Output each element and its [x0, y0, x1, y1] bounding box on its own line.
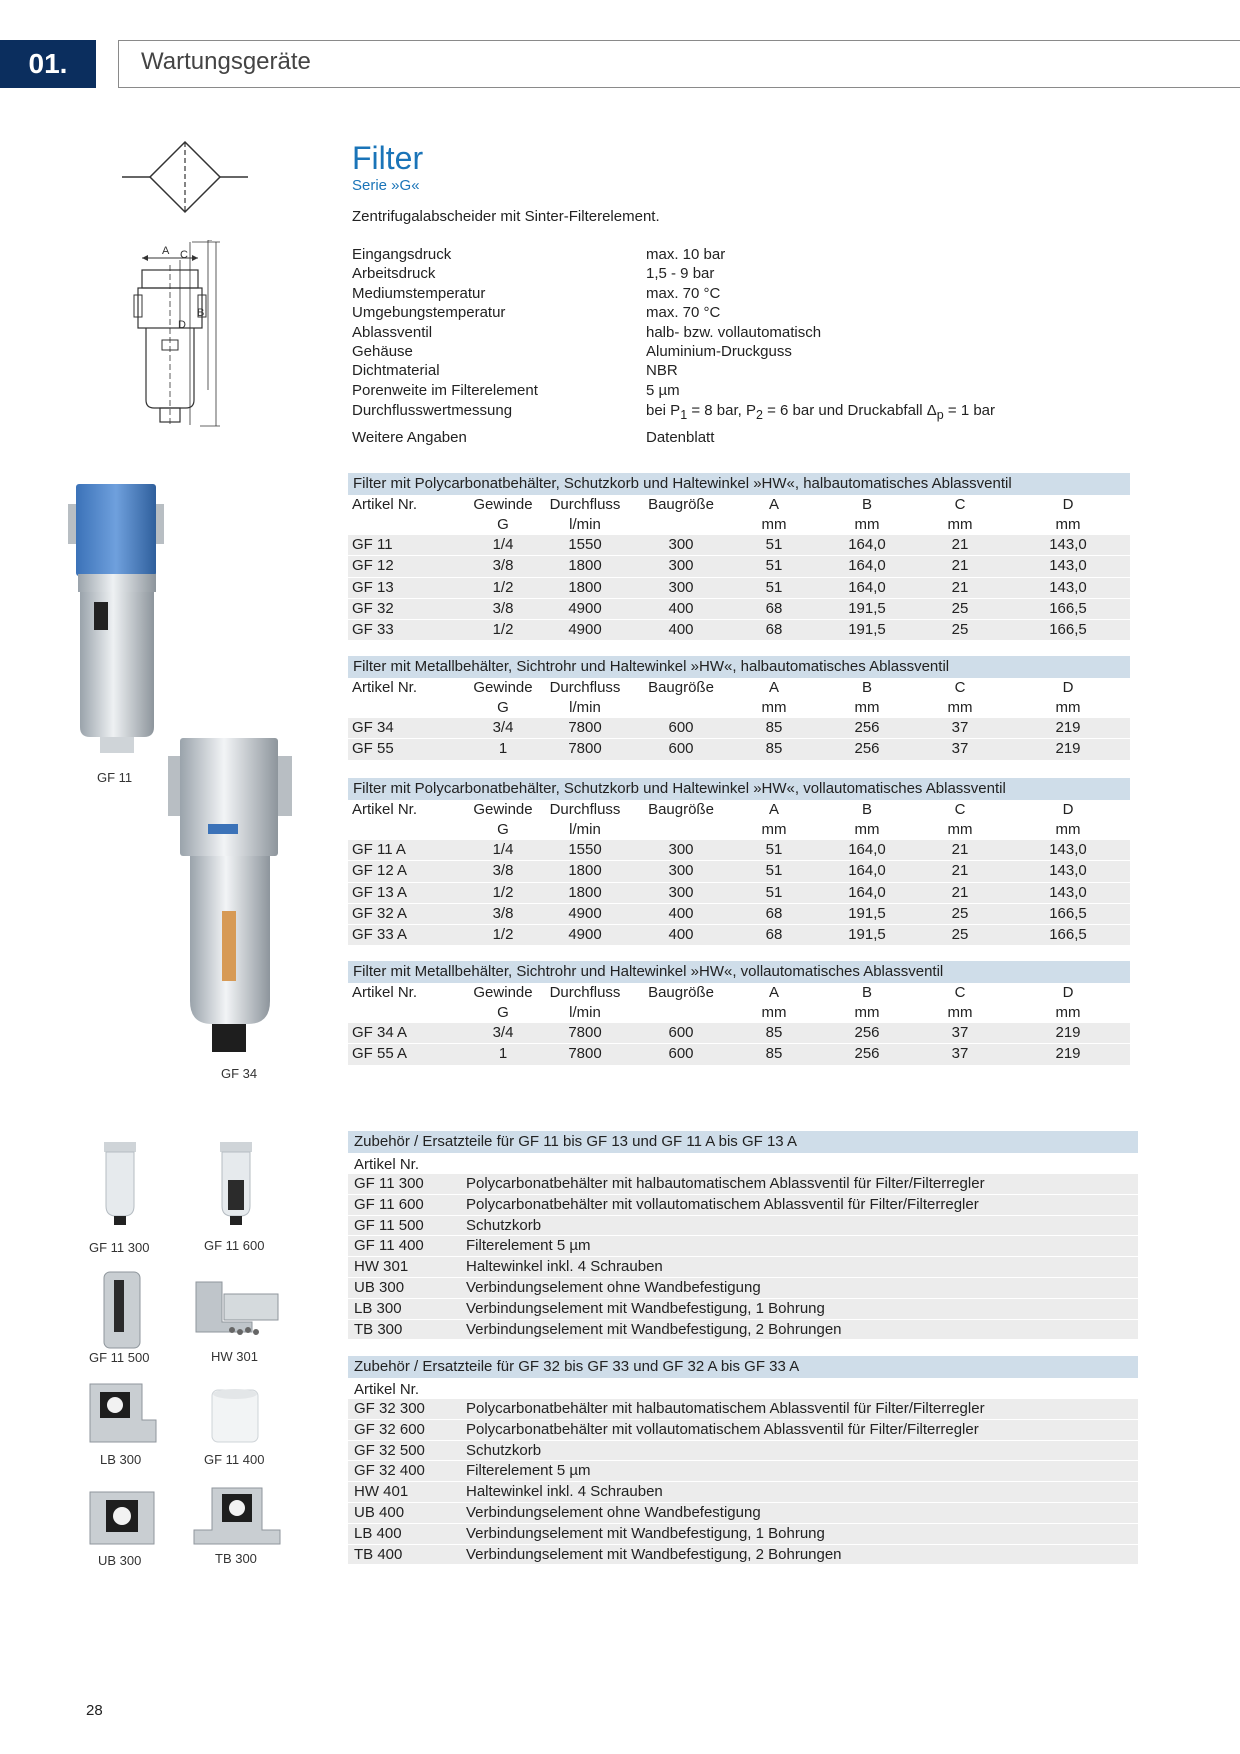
- accessories-title: Zubehör / Ersatzteile für GF 11 bis GF 13 und GF 11 A bis GF 13 A: [348, 1131, 1138, 1153]
- lb300-image: [86, 1380, 158, 1444]
- dim-label-d: D: [178, 319, 186, 331]
- gf11-500-image: [100, 1270, 144, 1350]
- spec-label: Porenweite im Filterelement: [352, 381, 538, 399]
- table-row: GF 11 A 1/4 1550 300 51 164,0 21 143,0: [348, 840, 1130, 861]
- list-item: GF 32 500 Schutzkorb: [348, 1441, 1138, 1462]
- section-table: [348, 800, 1130, 946]
- table-row: GF 32 3/8 4900 400 68 191,5 25 166,5: [348, 598, 1130, 619]
- list-item: UB 400 Verbindungselement ohne Wandbefestigung: [348, 1503, 1138, 1524]
- accessories-title: Zubehör / Ersatzteile für GF 32 bis GF 33 und GF 32 A bis GF 33 A: [348, 1356, 1138, 1378]
- table-row: GF 33 A 1/2 4900 400 68 191,5 25 166,5: [348, 925, 1130, 946]
- dim-label-a: A: [162, 245, 170, 257]
- product-series: Serie »G«: [352, 177, 420, 194]
- caption-gf11-300: GF 11 300: [89, 1240, 150, 1255]
- table-header-row: Artikel Nr. Gewinde Durchfluss Baugröße A B C D: [352, 496, 1074, 513]
- accessories-col-label: Artikel Nr.: [354, 1156, 420, 1173]
- caption-tb300: TB 300: [215, 1551, 257, 1566]
- section-title: Filter mit Polycarbonatbehälter, Schutzkorb und Haltewinkel »HW«, halbautomatisches Ablassventil: [348, 473, 1130, 495]
- spec-row: [352, 284, 995, 303]
- chapter-title: Wartungsgeräte: [141, 48, 311, 75]
- section-title: Filter mit Polycarbonatbehälter, Schutzkorb und Haltewinkel »HW«, vollautomatisches Ablassventil: [348, 778, 1130, 800]
- list-item: TB 300 Verbindungselement mit Wandbefestigung, 2 Bohrungen: [348, 1320, 1138, 1341]
- table-row: GF 12 A 3/8 1800 300 51 164,0 21 143,0: [348, 861, 1130, 882]
- table-row: GF 34 A 3/4 7800 600 85 256 37 219: [348, 1023, 1130, 1044]
- section-title: Filter mit Metallbehälter, Sichtrohr und Haltewinkel »HW«, vollautomatisches Ablassventil: [348, 961, 1130, 983]
- accessories-col-label: Artikel Nr.: [354, 1381, 420, 1398]
- chapter-number: 01.: [0, 40, 96, 88]
- section-1: [348, 473, 1130, 641]
- list-item: LB 400 Verbindungselement mit Wandbefestigung, 1 Bohrung: [348, 1524, 1138, 1545]
- gf11-600-image: [216, 1140, 256, 1226]
- caption-gf11: GF 11: [97, 770, 133, 785]
- list-item: LB 300 Verbindungselement mit Wandbefestigung, 1 Bohrung: [348, 1299, 1138, 1320]
- page-number: 28: [86, 1702, 103, 1719]
- table-row: GF 55 1 7800 600 85 256 37 219: [348, 739, 1130, 760]
- spec-label: Ablassventil: [352, 323, 433, 341]
- spec-value: max. 70 °C: [646, 284, 721, 302]
- hw301-image: [192, 1276, 284, 1340]
- table-header-row: Artikel Nr. Gewinde Durchfluss Baugröße A B C D: [352, 984, 1074, 1001]
- section-table: [348, 495, 1130, 641]
- caption-gf11-400: GF 11 400: [204, 1452, 265, 1467]
- table-row: GF 55 A 1 7800 600 85 256 37 219: [348, 1044, 1130, 1065]
- list-item: HW 301 Haltewinkel inkl. 4 Schrauben: [348, 1257, 1138, 1278]
- ub300-image: [86, 1488, 158, 1548]
- caption-gf34: GF 34: [221, 1066, 258, 1081]
- section-2: [348, 656, 1130, 761]
- section-4: [348, 961, 1130, 1066]
- table-row: GF 34 3/4 7800 600 85 256 37 219: [348, 718, 1130, 739]
- list-item: GF 32 600 Polycarbonatbehälter mit vollautomatischem Ablassventil für Filter/Filterregler: [348, 1420, 1138, 1441]
- tb300-image: [192, 1484, 282, 1546]
- list-item: GF 11 500 Schutzkorb: [348, 1216, 1138, 1237]
- spec-value: Datenblatt: [646, 429, 715, 447]
- table-header-units: G l/min mm mm mm mm: [497, 1004, 1081, 1021]
- dimension-drawing: [120, 240, 250, 445]
- caption-gf11-600: GF 11 600: [204, 1238, 265, 1253]
- product-title: Filter: [352, 140, 424, 176]
- dim-label-b: B: [197, 307, 205, 319]
- spec-label: Gehäuse: [352, 343, 413, 361]
- spec-label: Arbeitsdruck: [352, 265, 436, 283]
- table-row: GF 32 A 3/8 4900 400 68 191,5 25 166,5: [348, 903, 1130, 924]
- spec-row: [352, 264, 995, 283]
- table-row: GF 12 3/8 1800 300 51 164,0 21 143,0: [348, 556, 1130, 577]
- spec-row: [352, 400, 995, 426]
- spec-label: Eingangsdruck: [352, 246, 452, 263]
- spec-value: 5 µm: [646, 381, 680, 399]
- table-header-units: G l/min mm mm mm mm: [497, 821, 1081, 838]
- caption-lb300: LB 300: [100, 1452, 142, 1467]
- list-item: GF 11 300 Polycarbonatbehälter mit halbautomatischem Ablassventil für Filter/Filterregler: [348, 1174, 1138, 1195]
- spec-row: [352, 303, 995, 322]
- spec-list: [352, 245, 995, 448]
- caption-gf11-500: GF 11 500: [89, 1350, 150, 1365]
- section-table: [348, 678, 1130, 761]
- gf11-300-image: [100, 1140, 140, 1226]
- spec-value: max. 70 °C: [646, 304, 721, 322]
- list-item: GF 32 300 Polycarbonatbehälter mit halbautomatischem Ablassventil für Filter/Filterregler: [348, 1399, 1138, 1420]
- section-3: [348, 778, 1130, 946]
- spec-value: Aluminium-Druckguss: [646, 343, 792, 361]
- gf11-400-image: [208, 1386, 262, 1446]
- table-row: GF 13 1/2 1800 300 51 164,0 21 143,0: [348, 577, 1130, 598]
- spec-label: Durchflusswertmessung: [352, 402, 513, 420]
- caption-hw301: HW 301: [211, 1349, 258, 1364]
- table-row: GF 33 1/2 4900 400 68 191,5 25 166,5: [348, 620, 1130, 641]
- spec-row: [352, 342, 995, 361]
- spec-label: Umgebungstemperatur: [352, 304, 506, 322]
- table-header-units: G l/min mm mm mm mm: [497, 516, 1081, 533]
- table-header-row: Artikel Nr. Gewinde Durchfluss Baugröße A B C D: [352, 801, 1074, 818]
- spec-row: [352, 323, 995, 342]
- spec-value: halb- bzw. vollautomatisch: [646, 323, 822, 341]
- spec-row: [352, 245, 995, 264]
- gf34-product-image: [168, 736, 300, 1058]
- section-title: Filter mit Metallbehälter, Sichtrohr und Haltewinkel »HW«, halbautomatisches Ablassventil: [348, 656, 1130, 678]
- list-item: GF 32 400 Filterelement 5 µm: [348, 1461, 1138, 1482]
- table-header-row: Artikel Nr. Gewinde Durchfluss Baugröße A B C D: [352, 679, 1074, 696]
- table-row: GF 13 A 1/2 1800 300 51 164,0 21 143,0: [348, 882, 1130, 903]
- list-item: GF 11 600 Polycarbonatbehälter mit vollautomatischem Ablassventil für Filter/Filterregler: [348, 1195, 1138, 1216]
- list-item: HW 401 Haltewinkel inkl. 4 Schrauben: [348, 1482, 1138, 1503]
- spec-row: [352, 428, 995, 447]
- spec-value: 1,5 - 9 bar: [646, 265, 715, 283]
- spec-label: Mediumstemperatur: [352, 284, 486, 302]
- dim-label-c: C: [180, 249, 188, 261]
- spec-label: Dichtmaterial: [352, 362, 440, 380]
- filter-symbol-icon: [120, 140, 250, 222]
- accessories-2: [348, 1356, 1138, 1565]
- list-item: UB 300 Verbindungselement ohne Wandbefestigung: [348, 1278, 1138, 1299]
- spec-row: [352, 361, 995, 380]
- section-table: [348, 983, 1130, 1066]
- gf11-product-image: [60, 482, 170, 757]
- spec-value: max. 10 bar: [646, 246, 726, 263]
- table-header-units: G l/min mm mm mm mm: [497, 699, 1081, 716]
- product-description: Zentrifugalabscheider mit Sinter-Filterelement.: [352, 208, 660, 225]
- list-item: GF 11 400 Filterelement 5 µm: [348, 1236, 1138, 1257]
- accessories-1: [348, 1131, 1138, 1340]
- table-row: GF 11 1/4 1550 300 51 164,0 21 143,0: [348, 535, 1130, 556]
- caption-ub300: UB 300: [98, 1553, 142, 1568]
- spec-value: NBR: [646, 362, 678, 380]
- spec-value-flow: bei $P_1 = 8$ bar, $P_2 = 6$ bar und Druckabfall $\Delta_p = 1$ bar: [646, 402, 996, 423]
- spec-row: [352, 381, 995, 400]
- spec-label: Weitere Angaben: [352, 429, 467, 447]
- list-item: TB 400 Verbindungselement mit Wandbefestigung, 2 Bohrungen: [348, 1545, 1138, 1566]
